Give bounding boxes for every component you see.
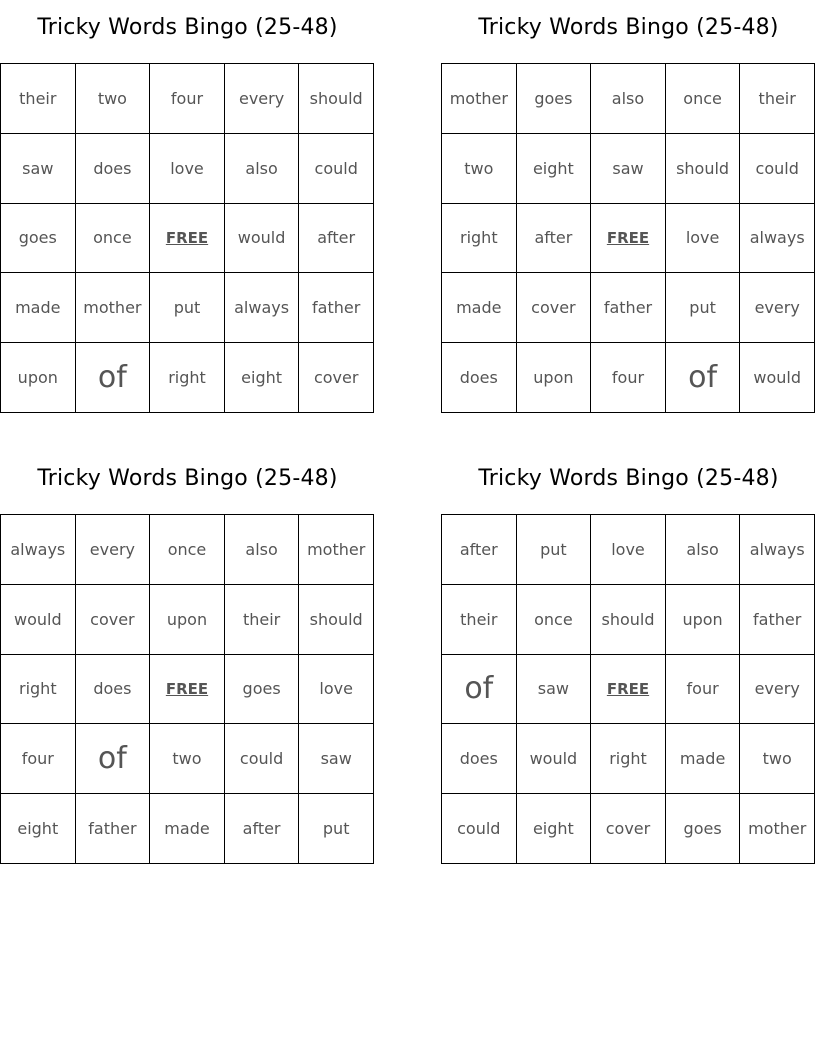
bingo-cell: after <box>225 794 300 864</box>
bingo-cell: mother <box>299 515 374 585</box>
bingo-cell: should <box>666 134 741 204</box>
bingo-cell: after <box>517 204 592 274</box>
bingo-cell: also <box>225 134 300 204</box>
bingo-cell: after <box>299 204 374 274</box>
free-space-cell: FREE <box>150 204 225 274</box>
bingo-cell: upon <box>666 585 741 655</box>
bingo-cell: always <box>740 515 815 585</box>
bingo-cell: always <box>225 273 300 343</box>
bingo-cell: does <box>76 655 151 725</box>
bingo-cell: saw <box>517 655 592 725</box>
bingo-cell: their <box>225 585 300 655</box>
bingo-cell: cover <box>299 343 374 413</box>
bingo-cell: father <box>591 273 666 343</box>
bingo-cell: put <box>666 273 741 343</box>
bingo-cell: every <box>740 273 815 343</box>
card-title: Tricky Words Bingo (25-48) <box>478 466 779 491</box>
bingo-cell: eight <box>1 794 76 864</box>
bingo-cell: two <box>740 724 815 794</box>
bingo-cell: made <box>442 273 517 343</box>
bingo-cell: four <box>1 724 76 794</box>
bingo-cell: mother <box>740 794 815 864</box>
bingo-cell-large: of <box>76 343 151 413</box>
bingo-cell: once <box>517 585 592 655</box>
bingo-cell: right <box>150 343 225 413</box>
bingo-cell: would <box>517 724 592 794</box>
bingo-cell: also <box>225 515 300 585</box>
bingo-cell: every <box>225 64 300 134</box>
bingo-grid <box>0 514 374 864</box>
bingo-cell: right <box>591 724 666 794</box>
bingo-cell: does <box>442 724 517 794</box>
bingo-cell: eight <box>517 794 592 864</box>
bingo-cell: goes <box>666 794 741 864</box>
bingo-cell: two <box>442 134 517 204</box>
bingo-cell: does <box>442 343 517 413</box>
bingo-cell: father <box>740 585 815 655</box>
bingo-cell: upon <box>150 585 225 655</box>
bingo-cell: mother <box>442 64 517 134</box>
bingo-cell: love <box>666 204 741 274</box>
bingo-cell: saw <box>1 134 76 204</box>
bingo-cell: upon <box>1 343 76 413</box>
bingo-cell: their <box>740 64 815 134</box>
bingo-cell: four <box>591 343 666 413</box>
free-space-cell: FREE <box>591 204 666 274</box>
bingo-cell: also <box>666 515 741 585</box>
bingo-cell: cover <box>76 585 151 655</box>
bingo-cell: four <box>666 655 741 725</box>
bingo-cell: goes <box>517 64 592 134</box>
bingo-cell: right <box>1 655 76 725</box>
bingo-cell: cover <box>517 273 592 343</box>
bingo-grid <box>441 514 815 864</box>
bingo-cell: their <box>1 64 76 134</box>
bingo-cell: always <box>740 204 815 274</box>
bingo-cell: made <box>150 794 225 864</box>
bingo-cell: could <box>740 134 815 204</box>
bingo-cell: mother <box>76 273 151 343</box>
bingo-cell: could <box>225 724 300 794</box>
bingo-cell: two <box>150 724 225 794</box>
bingo-cell: put <box>150 273 225 343</box>
free-space-cell: FREE <box>150 655 225 725</box>
bingo-grid <box>0 63 374 413</box>
bingo-cell: four <box>150 64 225 134</box>
bingo-grid <box>441 63 815 413</box>
bingo-cell: goes <box>225 655 300 725</box>
bingo-cell: would <box>225 204 300 274</box>
bingo-cell: could <box>299 134 374 204</box>
bingo-cell: after <box>442 515 517 585</box>
bingo-cell: father <box>299 273 374 343</box>
card-title: Tricky Words Bingo (25-48) <box>478 15 779 40</box>
bingo-cell: saw <box>299 724 374 794</box>
bingo-cell: should <box>299 585 374 655</box>
bingo-cell-large: of <box>666 343 741 413</box>
bingo-cell-large: of <box>76 724 151 794</box>
bingo-cell: once <box>76 204 151 274</box>
bingo-cell: cover <box>591 794 666 864</box>
free-space-cell: FREE <box>591 655 666 725</box>
bingo-cell: eight <box>517 134 592 204</box>
bingo-cell: upon <box>517 343 592 413</box>
bingo-cell: their <box>442 585 517 655</box>
bingo-cell: goes <box>1 204 76 274</box>
bingo-cell-large: of <box>442 655 517 725</box>
bingo-cell: made <box>666 724 741 794</box>
bingo-cell: love <box>299 655 374 725</box>
bingo-cell: always <box>1 515 76 585</box>
bingo-cell: once <box>150 515 225 585</box>
bingo-cell: every <box>740 655 815 725</box>
card-title: Tricky Words Bingo (25-48) <box>37 466 338 491</box>
bingo-cell: would <box>1 585 76 655</box>
bingo-cell: does <box>76 134 151 204</box>
bingo-cell: would <box>740 343 815 413</box>
bingo-cell: could <box>442 794 517 864</box>
bingo-cell: two <box>76 64 151 134</box>
bingo-cell: father <box>76 794 151 864</box>
bingo-cell: should <box>591 585 666 655</box>
bingo-cell: should <box>299 64 374 134</box>
bingo-cell: made <box>1 273 76 343</box>
card-title: Tricky Words Bingo (25-48) <box>37 15 338 40</box>
bingo-cell: once <box>666 64 741 134</box>
bingo-cell: put <box>517 515 592 585</box>
bingo-cell: love <box>591 515 666 585</box>
bingo-cell: eight <box>225 343 300 413</box>
bingo-cell: love <box>150 134 225 204</box>
bingo-cell: every <box>76 515 151 585</box>
bingo-cell: put <box>299 794 374 864</box>
bingo-cell: also <box>591 64 666 134</box>
bingo-cell: saw <box>591 134 666 204</box>
bingo-cell: right <box>442 204 517 274</box>
